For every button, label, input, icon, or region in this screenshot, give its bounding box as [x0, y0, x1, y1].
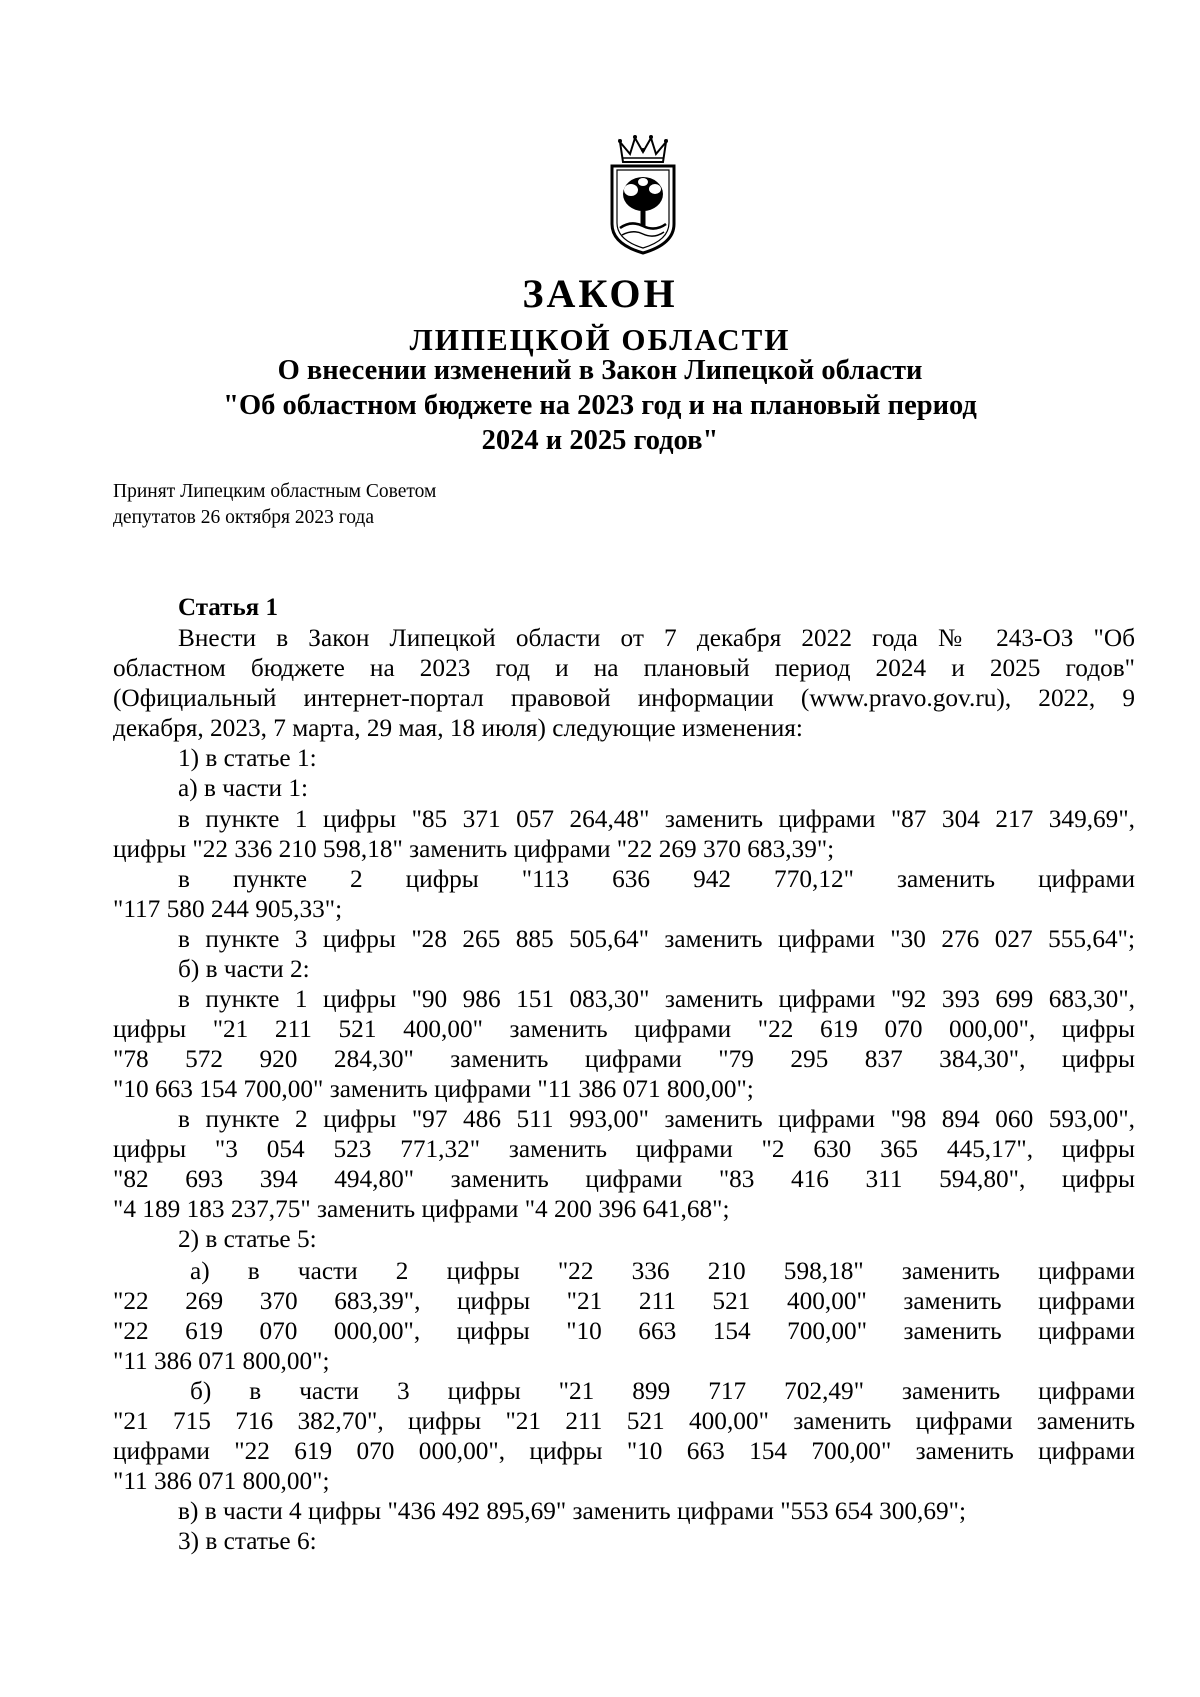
body-line: цифры "21 211 521 400,00" заменить цифрами "22 619 070 000,00", цифры	[113, 1015, 1135, 1043]
body-line: цифры "3 054 523 771,32" заменить цифрами "2 630 365 445,17", цифры	[113, 1135, 1135, 1163]
lipetsk-coat-of-arms-icon	[598, 132, 688, 257]
body-line: в пункте 2 цифры "97 486 511 993,00" заменить цифрами "98 894 060 593,00",	[178, 1105, 1135, 1133]
body-line: цифрами "22 619 070 000,00", цифры "10 663 154 700,00" заменить цифрами	[113, 1437, 1135, 1465]
document-title: ЗАКОН	[522, 271, 678, 316]
body-line: а) в части 1:	[178, 774, 309, 802]
body-line: б) в части 3 цифры "21 899 717 702,49" заменить цифрами	[190, 1377, 1135, 1405]
body-line: в пункте 1 цифры "90 986 151 083,30" заменить цифрами "92 393 699 683,30",	[178, 985, 1135, 1013]
body-line: областном бюджете на 2023 год и на плановый период 2024 и 2025 годов"	[113, 654, 1135, 682]
body-line: "82 693 394 494,80" заменить цифрами "83 416 311 594,80", цифры	[113, 1165, 1135, 1193]
body-line: 1) в статье 1:	[178, 744, 317, 772]
body-line: "22 269 370 683,39", цифры "21 211 521 400,00" заменить цифрами	[113, 1287, 1135, 1315]
document-subtitle-line: О внесении изменений в Закон Липецкой области	[277, 355, 923, 386]
region-name: ЛИПЕЦКОЙ ОБЛАСТИ	[409, 322, 791, 357]
adoption-note-line: депутатов 26 октября 2023 года	[113, 507, 375, 528]
body-line: "10 663 154 700,00" заменить цифрами "11 386 071 800,00";	[113, 1075, 754, 1103]
body-line: "21 715 716 382,70", цифры "21 211 521 400,00" заменить цифрами заменить	[113, 1407, 1135, 1435]
body-line: в пункте 3 цифры "28 265 885 505,64" заменить цифрами "30 276 027 555,64";	[178, 925, 1135, 953]
body-line: в пункте 2 цифры "113 636 942 770,12" заменить цифрами	[178, 865, 1135, 893]
document-subtitle-line: 2024 и 2025 годов"	[481, 425, 719, 456]
adoption-note-line: Принят Липецким областным Советом	[113, 481, 437, 502]
body-line: "22 619 070 000,00", цифры "10 663 154 700,00" заменить цифрами	[113, 1317, 1135, 1345]
body-line: "11 386 071 800,00";	[113, 1347, 330, 1375]
body-line: "78 572 920 284,30" заменить цифрами "79 295 837 384,30", цифры	[113, 1045, 1135, 1073]
body-line: 2) в статье 5:	[178, 1225, 317, 1253]
body-line: "11 386 071 800,00";	[113, 1467, 330, 1495]
article-heading: Статья 1	[178, 594, 278, 621]
body-line: в пункте 1 цифры "85 371 057 264,48" заменить цифрами "87 304 217 349,69",	[178, 805, 1135, 833]
body-line: Внести в Закон Липецкой области от 7 декабря 2022 года № 243-ОЗ "Об	[178, 624, 1135, 652]
body-line: "4 189 183 237,75" заменить цифрами "4 200 396 641,68";	[113, 1195, 730, 1223]
body-line: б) в части 2:	[178, 955, 310, 983]
document-subtitle-line: "Об областном бюджете на 2023 год и на плановый период	[223, 390, 977, 421]
body-line: (Официальный интернет-портал правовой информации (www.pravo.gov.ru), 2022, 9	[113, 684, 1135, 712]
body-line: декабря, 2023, 7 марта, 29 мая, 18 июля) следующие изменения:	[113, 714, 803, 742]
body-line: а) в части 2 цифры "22 336 210 598,18" заменить цифрами	[190, 1257, 1135, 1285]
body-line: "117 580 244 905,33";	[113, 895, 343, 923]
body-line: в) в части 4 цифры "436 492 895,69" заменить цифрами "553 654 300,69";	[178, 1497, 966, 1525]
body-line: цифры "22 336 210 598,18" заменить цифрами "22 269 370 683,39";	[113, 835, 835, 863]
body-line: 3) в статье 6:	[178, 1527, 317, 1555]
